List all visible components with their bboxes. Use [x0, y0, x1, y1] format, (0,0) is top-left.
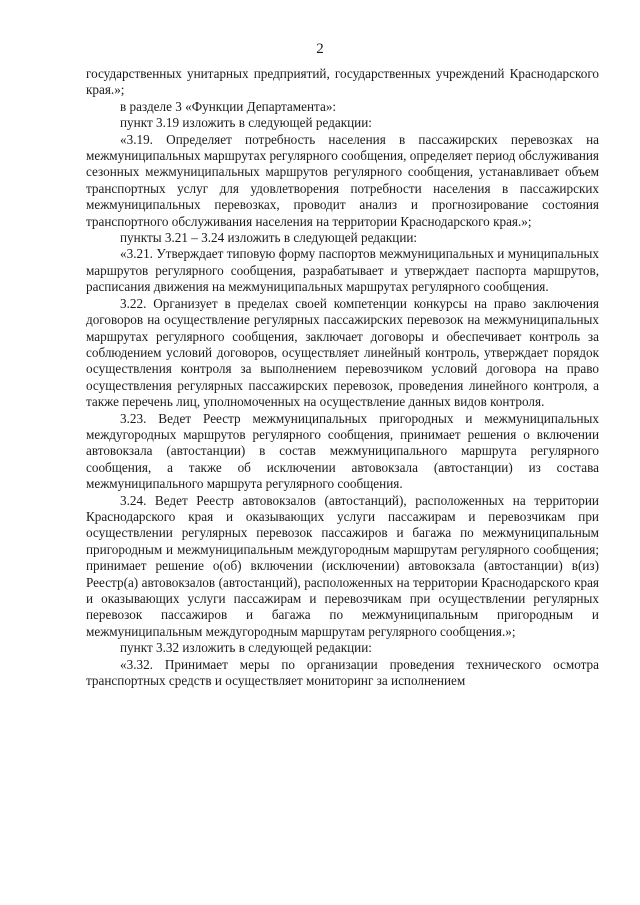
paragraph-5: пункты 3.21 – 3.24 изложить в следующей редакции:	[120, 230, 418, 246]
document-body	[86, 66, 599, 689]
paragraph-1: государственных унитарных предприятий, государственных учреждений Краснодарского края.»;	[86, 66, 599, 98]
paragraph-4: «3.19. Определяет потребность населения в пассажирских перевозках на межмуниципальных маршрутах регулярного сообщения, определяет период обслуживания сезонных межмуниципальных маршрутов регулярного сообщения, устанавливает объем транспортных услуг для удовлетворения потребности населения в пассажирских межмуниципальных перевозках, проводит анализ и прогнозирование состояния транспортного обслуживания населения на территории Краснодарского края.»;	[86, 131, 599, 229]
paragraph-6: «3.21. Утверждает типовую форму паспортов межмуниципальных и муниципальных маршрутов регулярного сообщения, разрабатывает и утверждает паспорта маршрутов, расписания движения на межмуниципальных маршрутах регулярного сообщения.	[86, 246, 599, 295]
page-number: 2	[316, 41, 324, 57]
paragraph-9: 3.24. Ведет Реестр автовокзалов (автостанций), расположенных на территории Краснодарского края и оказывающих услуги пассажирам и перевозчикам при осуществлении регулярных перевозок пассажиров и багажа по межмуниципальным пригородным и межмуниципальным междугородным маршрутам регулярного сообщения; принимает решение о(об) включении (исключении) автовокзала (автостанции) в(из) Реестр(а) автовокзалов (автостанций), расположенных на территории Краснодарского края и оказывающих услуги пассажирам и перевозчикам при осуществлении регулярных перевозок пассажиров и багажа по межмуниципальным пригородным и межмуниципальным междугородным маршрутам регулярного сообщения.»;	[86, 492, 599, 639]
paragraph-10: пункт 3.32 изложить в следующей редакции:	[120, 640, 372, 656]
paragraph-8: 3.23. Ведет Реестр межмуниципальных пригородных и межмуниципальных междугородных маршрутов регулярного сообщения, принимает решения о включении автовокзала (автостанции) в состав межмуниципального маршрута регулярного сообщения, а также об исключении автовокзала (автостанции) из состава межмуниципального маршрута регулярного сообщения.	[86, 410, 599, 492]
paragraph-7: 3.22. Организует в пределах своей компетенции конкурсы на право заключения договоров на осуществление регулярных пассажирских перевозок на межмуниципальных маршрутах регулярного сообщения, заключает договоры и обеспечивает контроль за соблюдением условий договоров, осуществляет линейный контроль, утверждает порядок осуществления контроля за выполнением перевозчиком условий договора на право осуществления регулярных пассажирских перевозок, проведения линейного контроля, а также перечень лиц, уполномоченных на осуществление данных видов контроля.	[86, 295, 599, 410]
paragraph-11: «3.32. Принимает меры по организации проведения технического осмотра транспортных средств и осуществляет мониторинг за исполнением	[86, 656, 599, 689]
paragraph-3: пункт 3.19 изложить в следующей редакции:	[120, 115, 372, 131]
paragraph-2: в разделе 3 «Функции Департамента»:	[120, 98, 337, 114]
